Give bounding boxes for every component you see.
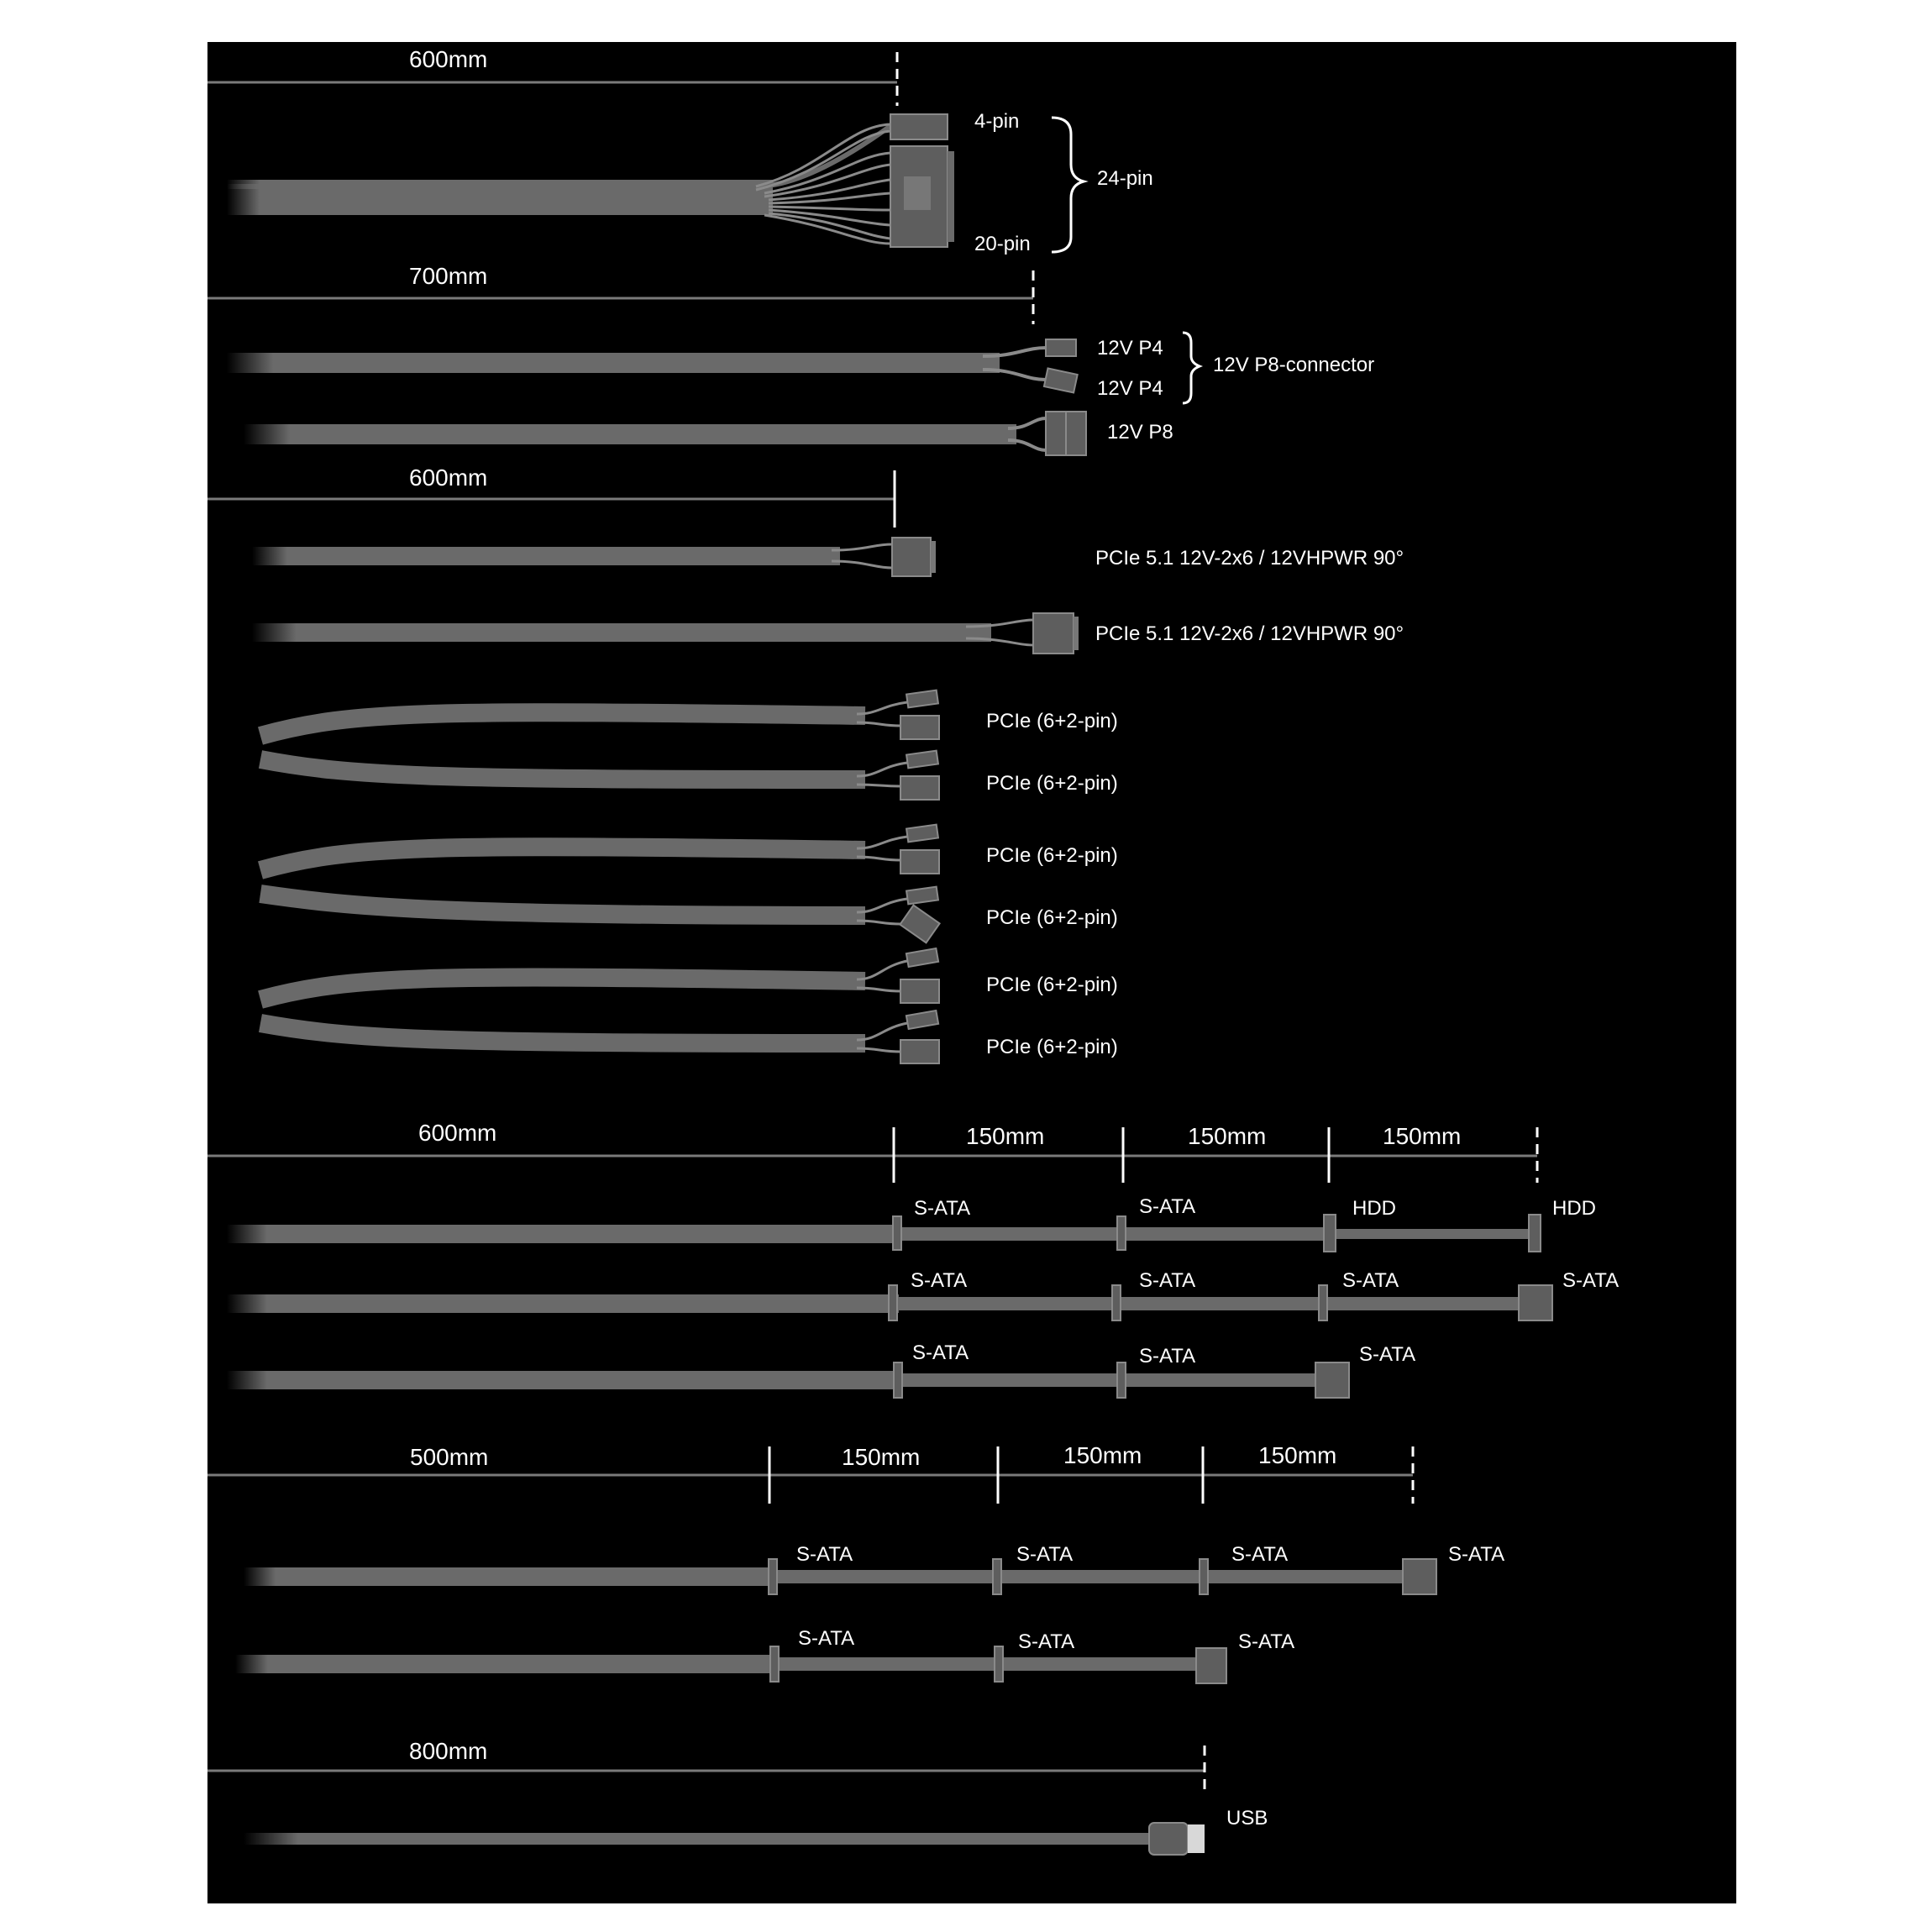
- length-label: 600mm: [418, 1120, 497, 1146]
- label-12vhpwr-2: PCIe 5.1 12V-2x6 / 12VHPWR 90°: [1095, 622, 1404, 645]
- cable-pcie-6: [260, 1011, 939, 1063]
- label-12vhpwr-1: PCIe 5.1 12V-2x6 / 12VHPWR 90°: [1095, 547, 1404, 570]
- label-12v-p4-a: 12V P4: [1097, 337, 1163, 360]
- length-label: 150mm: [1383, 1123, 1462, 1149]
- label-sata: S-ATA: [1139, 1195, 1196, 1218]
- cable-sata-row-1: [227, 1215, 1541, 1252]
- label-pcie-1: PCIe (6+2-pin): [986, 710, 1118, 732]
- length-label: 150mm: [1063, 1442, 1142, 1468]
- cable-12v-p8: [244, 412, 1086, 455]
- label-sata: S-ATA: [1016, 1543, 1074, 1566]
- length-label: 800mm: [409, 1738, 488, 1764]
- label-sata: S-ATA: [1231, 1543, 1289, 1566]
- label-pcie-2: PCIe (6+2-pin): [986, 772, 1118, 795]
- cable-pcie-4: [260, 887, 940, 943]
- label-hdd: HDD: [1352, 1197, 1396, 1220]
- label-sata: S-ATA: [1018, 1630, 1075, 1653]
- cable-pcie-1: [260, 690, 939, 739]
- cable-sata-row-3: [227, 1362, 1349, 1398]
- cable-pcie-2: [260, 751, 939, 800]
- label-sata: S-ATA: [798, 1627, 855, 1650]
- label-24pin: 24-pin: [1097, 167, 1153, 190]
- cable-12v-p4: [227, 339, 1078, 392]
- length-label: 150mm: [1258, 1442, 1337, 1468]
- label-hdd: HDD: [1552, 1197, 1596, 1220]
- cable-12vhpwr-2: [252, 613, 1079, 654]
- cable-usb: [244, 1823, 1205, 1855]
- length-label: 150mm: [1188, 1123, 1267, 1149]
- label-pcie-6: PCIe (6+2-pin): [986, 1036, 1118, 1058]
- cable-24pin: [227, 114, 954, 247]
- label-pcie-4: PCIe (6+2-pin): [986, 906, 1118, 929]
- length-label: 150mm: [842, 1444, 921, 1470]
- label-usb: USB: [1226, 1807, 1268, 1830]
- cable-sata2-row-2: [235, 1646, 1226, 1683]
- label-sata: S-ATA: [1448, 1543, 1505, 1566]
- cable-pcie-5: [260, 948, 939, 1003]
- label-pcie-5: PCIe (6+2-pin): [986, 974, 1118, 996]
- length-label: 500mm: [410, 1444, 489, 1470]
- label-sata: S-ATA: [1562, 1269, 1620, 1292]
- length-label: 600mm: [409, 465, 488, 491]
- measure-800mm: [207, 1738, 1205, 1796]
- label-pcie-3: PCIe (6+2-pin): [986, 844, 1118, 867]
- label-sata: S-ATA: [912, 1341, 969, 1364]
- label-12v-p4-b: 12V P4: [1097, 377, 1163, 400]
- label-4pin: 4-pin: [974, 110, 1020, 133]
- label-sata: S-ATA: [911, 1269, 968, 1292]
- measure-700mm: [207, 263, 1033, 324]
- label-sata: S-ATA: [1359, 1343, 1416, 1366]
- measure-sata-2: [207, 1442, 1413, 1504]
- label-12v-p8-connector: 12V P8-connector: [1213, 354, 1375, 376]
- label-sata: S-ATA: [1342, 1269, 1399, 1292]
- brace-p8: [1183, 333, 1200, 403]
- measure-600mm-main: [207, 46, 897, 106]
- measure-600mm-pcie: [207, 465, 895, 528]
- label-sata: S-ATA: [914, 1197, 971, 1220]
- length-label: 150mm: [966, 1123, 1045, 1149]
- length-label: 600mm: [409, 46, 488, 72]
- label-sata: S-ATA: [1139, 1269, 1196, 1292]
- label-20pin: 20-pin: [974, 233, 1031, 255]
- label-sata: S-ATA: [1139, 1345, 1196, 1368]
- length-label: 700mm: [409, 263, 488, 289]
- label-12v-p8: 12V P8: [1107, 421, 1173, 444]
- brace-24pin: [1052, 118, 1084, 252]
- label-sata: S-ATA: [1238, 1630, 1295, 1653]
- cable-12vhpwr-1: [252, 538, 936, 576]
- label-sata: S-ATA: [796, 1543, 853, 1566]
- measure-sata-1: [207, 1120, 1537, 1183]
- cable-pcie-3: [260, 825, 939, 874]
